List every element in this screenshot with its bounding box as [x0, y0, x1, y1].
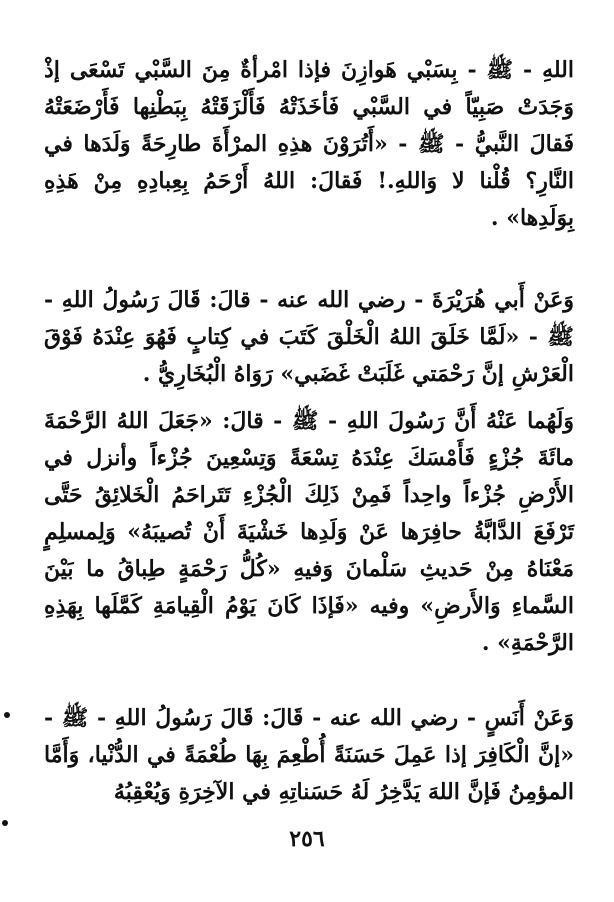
page-number: ٢٥٦	[289, 826, 325, 852]
paragraph-4: وَعَنْ أَنَسٍ - رضي الله عنه - قَالَ: قَالَ رَسُولُ اللهِ - ﷺ - «إنَّ الْكَافِرَ إذا عَمِلَ حَسَنَةً أُطْعِمَ بِهَا طُعْمَةً في الدُّنْيا، وَأَمَّا المؤمِنُ فَإنَّ اللهَ يَدَّخِرُ لَهُ حَسَناتِهِ في الآخِرَةِ وَيُعْقِبُهُ	[44, 705, 574, 805]
paragraph-3: وَلَهُما عَنْهُ أَنَّ رَسُولَ اللهِ - ﷺ - قالَ: «جَعَلَ اللهُ الرَّحْمَةَ مائَةَ جُزْءٍ فَأَمْسَكَ عِنْدَهُ تِسْعَةً وَتِسْعِينَ جُزْءاً وأنزل في الأَرْضِ جُزْءاً واحِداً فَمِنْ ذَلِكَ الْجُزْءِ تَتَراحَمُ الْخَلائِقُ حَتَّى تَرْفَعَ الدَّابَّةُ حافِرَها عَنْ وَلَدِها خَشْيَةَ أَنْ تُصيبَهُ» وَلِمسلِمٍ مَعْنَاهُ مِنْ حَديثِ سَلْمانَ وَفيهِ «كُلُّ رَحْمَةٍ طِباقُ ما بَيْنَ السَّماءِ وَالأَرضِ» وفيه «فَإذَا كَانَ يَوْمُ الْقِيامَةِ كَمَّلَها بِهَذِهِ الرَّحْمَةِ» .	[44, 408, 574, 656]
paragraph-1: اللهِ - ﷺ - بِسَبْي هَوازِنَ فإذا امْرأةٌ مِنَ السَّبْي تَسْعَى إذْ وَجَدَتْ صَبِيّاً في السَّبْي فَأخَذَتْهُ فَأَلْزَقَتْهُ بِبَطْنِها فَأَرْضَعَتْهُ فَقالَ النَّبيُّ - ﷺ - «أَتُرَوْنَ هذِهِ المرْأَةَ طارِحَةً وَلَدَها في النَّارِ؟ قُلْنا لا وَاللهِ.! فَقالَ: اللهُ أَرْحَمُ بِعِبادِهِ مِنْ هَذِهِ بِوَلَدِها» .	[44, 57, 574, 231]
scan-speck	[2, 820, 8, 826]
paragraph-2: وَعَنْ أَبي هُرَيْرَةَ - رضي الله عنه - قالَ: قَالَ رَسُولُ اللهِ - ﷺ - «لَمَّا خَلَقَ اللهُ الْخَلْقَ كَتَبَ في كِتابٍ فَهُوَ عِنْدَهُ فَوْقَ الْعَرْشِ إنَّ رَحْمَتي غَلَبَتْ غَضَبي» رَوَاهُ الْبُخَارِيُّ .	[44, 287, 574, 387]
scan-speck	[4, 712, 10, 718]
